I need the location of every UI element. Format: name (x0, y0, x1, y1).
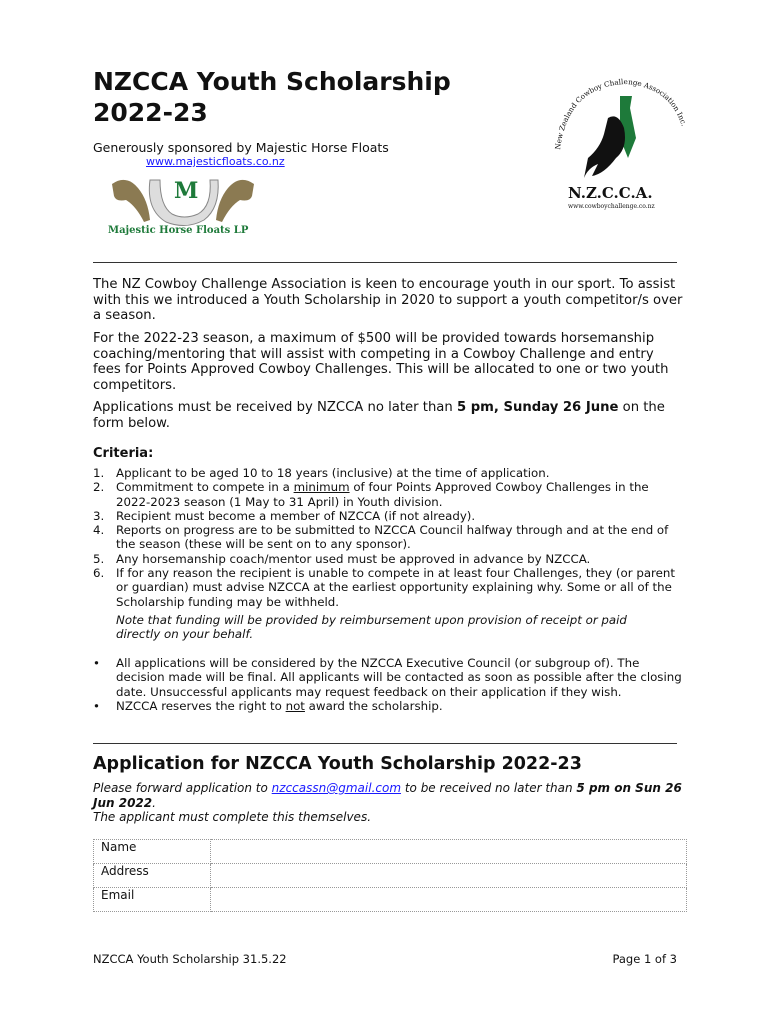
majestic-logo: M Majestic Horse Floats LP (106, 170, 276, 240)
intro-paragraph-2: For the 2022-23 season, a maximum of $500 will be provided towards horsemanship coaching/mentoring that will assist with competing in a Cowboy Challenge and entry fees for Points Approved Cowboy Challenges. This will be allocated to one or two youth competitors. (93, 331, 669, 393)
divider (93, 743, 677, 744)
application-instructions: Please forward application to nzccassn@gmail.com to be received no later than 5 pm on Sun 26 Jun 2022. The applicant must complete this themselves. (93, 781, 682, 825)
cowboy-horse-icon (548, 78, 693, 188)
footer-doc-id: NZCCA Youth Scholarship 31.5.22 (93, 952, 287, 966)
sponsor-link[interactable]: www.majesticfloats.co.nz (146, 155, 285, 168)
funding-note: Note that funding will be provided by reimbursement upon provision of receipt or paid directly on your behalf. (116, 613, 627, 642)
table-row (94, 840, 687, 864)
list-item: 4. Reports on progress are to be submitted to NZCCA Council halfway through and at the end of the season (these will be sent on to any sponsor). (93, 523, 669, 552)
application-form (93, 839, 687, 912)
document-title: NZCCA Youth Scholarship 2022-23 (93, 67, 451, 127)
sponsor-text: Generously sponsored by Majestic Horse Floats (93, 140, 389, 155)
table-row (94, 888, 687, 912)
nzcca-logo: New Zealand Cowboy Challenge Association Inc. N.Z.C.C.A. www.cowboychallenge.co.nz (548, 78, 693, 213)
footer-page-number: Page 1 of 3 (612, 952, 677, 966)
list-item: 5. Any horsemanship coach/mentor used must be approved in advance by NZCCA. (93, 551, 591, 566)
list-item: 1. Applicant to be aged 10 to 18 years (inclusive) at the time of application. (93, 466, 550, 480)
email-field[interactable] (211, 888, 687, 912)
list-item: 3. Recipient must become a member of NZCCA (if not already). (93, 508, 476, 523)
nzcca-logo-arc-text: New Zealand Cowboy Challenge Association Inc. (553, 78, 689, 151)
list-item: 6. If for any reason the recipient is unable to compete in at least four Challenges, they (or parent or guardian) must advise NZCCA at the earliest opportunity explaining why. Some or all of the Scholarship funding may be withheld. (93, 566, 675, 609)
divider (93, 262, 677, 263)
address-label: Address (94, 864, 211, 888)
list-item: 2. Commitment to compete in a minimum of four Points Approved Cowboy Challenges in the 2022-2023 season (1 May to 31 April) in Youth division. (93, 480, 649, 509)
application-heading: Application for NZCCA Youth Scholarship 2022-23 (93, 754, 582, 774)
bullet-list (93, 656, 683, 713)
list-item: • NZCCA reserves the right to not award the scholarship. (93, 698, 443, 713)
table-row (94, 864, 687, 888)
criteria-list (93, 466, 683, 609)
intro-paragraph-1: The NZ Cowboy Challenge Association is keen to encourage youth in our sport. To assist with this we introduced a Youth Scholarship in 2020 to support a youth competitor/s over a season. (93, 277, 683, 323)
email-link[interactable]: nzccassn@gmail.com (271, 781, 402, 795)
email-label: Email (94, 888, 211, 912)
criteria-heading: Criteria: (93, 446, 154, 461)
address-field[interactable] (211, 864, 687, 888)
deadline-paragraph: Applications must be received by NZCCA no later than 5 pm, Sunday 26 June on the form below. (93, 400, 665, 431)
name-label: Name (94, 840, 211, 864)
list-item: • All applications will be considered by the NZCCA Executive Council (or subgroup of). The decision made will be final. All applicants will be contacted as soon as possible after the closing date. Unsuccessful applicants may request feedback on their application if they wish. (93, 656, 682, 699)
name-field[interactable] (211, 840, 687, 864)
